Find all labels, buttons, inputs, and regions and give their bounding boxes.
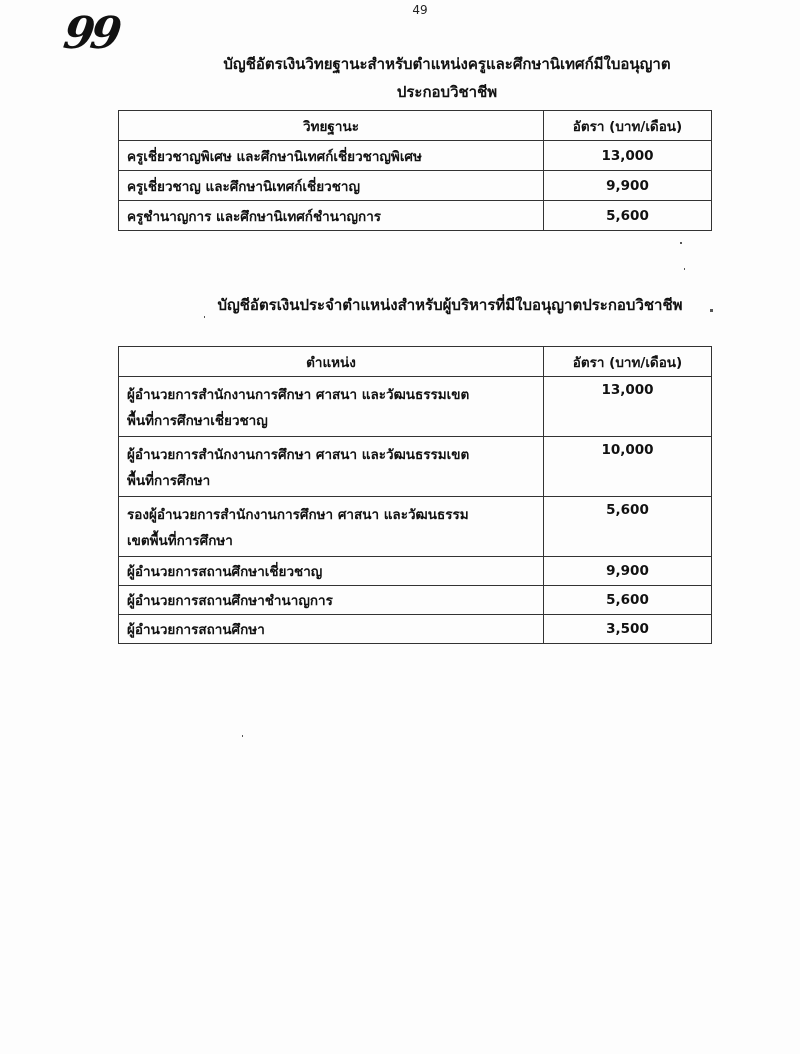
standing-name: ครูเชี่ยวชาญพิเศษ และศึกษานิเทศก์เชี่ยวชาญพิเศษ: [119, 141, 544, 171]
position-name-line1: รองผู้อำนวยการสำนักงานการศึกษา ศาสนา และวัฒนธรรม: [127, 507, 469, 523]
standing-rate: 5,600: [544, 201, 712, 231]
table-row: [119, 615, 712, 644]
position-rate: 10,000: [544, 437, 712, 497]
position-name-line1: ผู้อำนวยการสำนักงานการศึกษา ศาสนา และวัฒนธรรมเขต: [127, 447, 470, 463]
scan-speck: [242, 735, 243, 737]
scan-speck: [680, 242, 682, 244]
table-row: [119, 497, 712, 557]
position-name-line2: พื้นที่การศึกษา: [127, 473, 211, 489]
table-row: [119, 586, 712, 615]
position-name: ผู้อำนวยการสถานศึกษาเชี่ยวชาญ: [119, 557, 544, 586]
table-row: [119, 141, 712, 171]
administrator-position-rate-table: [118, 346, 712, 644]
position-name: [119, 377, 544, 437]
position-name: ผู้อำนวยการสถานศึกษาชำนาญการ: [119, 586, 544, 615]
table-row: [119, 201, 712, 231]
table-row: [119, 171, 712, 201]
scan-speck: [684, 268, 685, 270]
position-name-line2: เขตพื้นที่การศึกษา: [127, 533, 233, 549]
position-rate: 3,500: [544, 615, 712, 644]
standing-rate: 13,000: [544, 141, 712, 171]
section1-title-line1: บัญชีอัตรเงินวิทยฐานะสำหรับตำแหน่งครูและศึกษานิเทศก์มีใบอนุญาต: [223, 55, 671, 73]
position-rate: 5,600: [544, 586, 712, 615]
position-rate: 5,600: [544, 497, 712, 557]
column-header-rate: อัตรา (บาท/เดือน): [544, 111, 712, 141]
table-row: [119, 377, 712, 437]
position-name-line2: พื้นที่การศึกษาเชี่ยวชาญ: [127, 413, 268, 429]
scan-speck: [204, 316, 205, 318]
position-name: [119, 497, 544, 557]
table-row: [119, 557, 712, 586]
column-header-rate: อัตรา (บาท/เดือน): [544, 347, 712, 377]
position-rate: 9,900: [544, 557, 712, 586]
table-header-row: [119, 347, 712, 377]
standing-rate: 9,900: [544, 171, 712, 201]
standing-name: ครูชำนาญการ และศึกษานิเทศก์ชำนาญการ: [119, 201, 544, 231]
section1-title-line2: ประกอบวิชาชีพ: [396, 83, 498, 101]
position-name: ผู้อำนวยการสถานศึกษา: [119, 615, 544, 644]
section2-title: บัญชีอัตรเงินประจำตำแหน่งสำหรับผู้บริหารที่มีใบอนุญาตประกอบวิชาชีพ: [217, 296, 683, 314]
column-header-position: ตำแหน่ง: [119, 347, 544, 377]
column-header-standing: วิทยฐานะ: [119, 111, 544, 141]
position-name-line1: ผู้อำนวยการสำนักงานการศึกษา ศาสนา และวัฒนธรรมเขต: [127, 387, 470, 403]
standing-name: ครูเชี่ยวชาญ และศึกษานิเทศก์เชี่ยวชาญ: [119, 171, 544, 201]
table-row: [119, 437, 712, 497]
position-name: [119, 437, 544, 497]
position-rate: 13,000: [544, 377, 712, 437]
table-header-row: [119, 111, 712, 141]
handwritten-page-mark: 99: [60, 8, 121, 59]
academic-standing-rate-table: [118, 110, 712, 231]
page-number: 49: [412, 3, 428, 17]
scan-speck: [710, 309, 713, 312]
